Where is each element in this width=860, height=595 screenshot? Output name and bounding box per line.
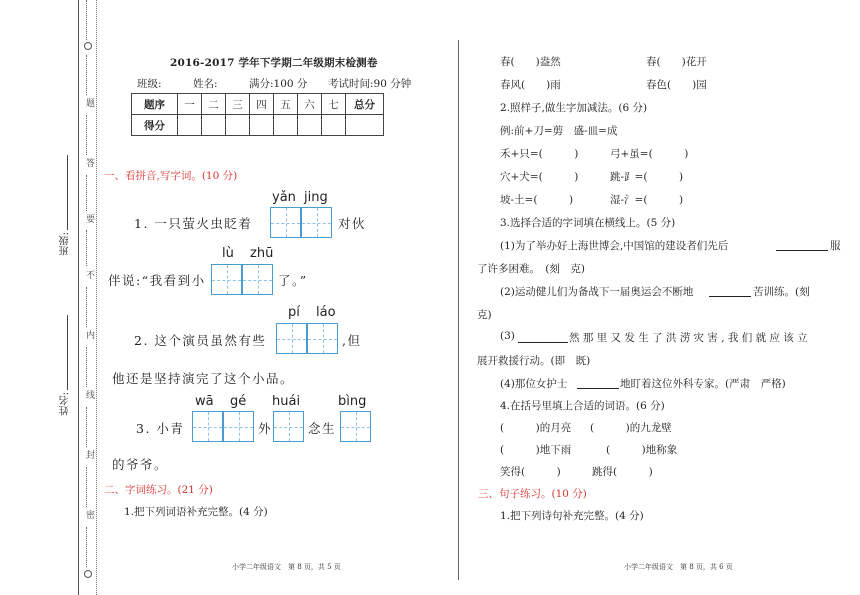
blank-line[interactable] <box>518 332 568 343</box>
writing-grid[interactable] <box>223 411 254 442</box>
exam-title: 2016-2017 学年下学期二年级期末检测卷 <box>170 57 378 69</box>
idiom-1[interactable]: 春( )盎然 <box>500 56 561 68</box>
q3-1-c: 了许多困难。 (刻 克) <box>477 263 585 275</box>
score-table-header-row <box>132 94 384 115</box>
binding-char: 线 <box>84 390 94 399</box>
binding-inner-line <box>96 0 97 595</box>
score-col: 五 <box>274 94 298 115</box>
fill-3[interactable]: ( )地下雨 <box>500 444 572 456</box>
name-label: 姓名: <box>60 392 71 416</box>
class-label: 班级: <box>60 232 71 256</box>
q3-4-b: 地盯着这位外科专家。(严肃 严格) <box>620 378 786 390</box>
score-cell[interactable] <box>202 115 226 136</box>
q3-title: 3.选择合适的字词填在横线上。(5 分) <box>500 217 676 229</box>
pinyin-yan: yǎn <box>272 190 296 205</box>
score-table <box>131 93 384 136</box>
q2-title: 2.照样子,做生字加减法。(6 分) <box>500 102 648 114</box>
score-cell[interactable] <box>274 115 298 136</box>
q3-line2: 的爷爷。 <box>112 457 169 472</box>
section2-title: 二、字词练习。(21 分) <box>104 484 213 496</box>
pinyin-lu: lù <box>222 246 234 261</box>
score-col: 二 <box>202 94 226 115</box>
binding-dots <box>86 347 87 387</box>
pinyin-pi: pí <box>288 305 300 320</box>
score-cell[interactable] <box>250 115 274 136</box>
q2-text-b: ,但 <box>342 333 362 348</box>
blank-line[interactable] <box>577 378 619 389</box>
pinyin-zhu: zhū <box>250 246 274 261</box>
writing-grid[interactable] <box>242 264 273 295</box>
section3-title: 三、句子练习。(10 分) <box>478 488 587 500</box>
binding-char: 答 <box>84 158 94 167</box>
q3-2-a: (2)运动健儿们为备战下一届奥运会不断地 <box>500 286 694 298</box>
fill-6[interactable]: 跳得( ) <box>592 466 653 478</box>
binding-dots <box>86 467 87 507</box>
binding-dots <box>86 287 87 327</box>
binding-dots <box>86 230 87 266</box>
score-col: 四 <box>250 94 274 115</box>
binding-hole <box>84 570 92 578</box>
blank-line[interactable] <box>709 286 751 297</box>
binding-char: 要 <box>84 214 94 223</box>
writing-grid[interactable] <box>270 207 301 238</box>
binding-char: 不 <box>84 270 94 279</box>
footer-right: 小学二年级语文 第 8 页，共 6 页 <box>624 563 733 571</box>
idiom-3[interactable]: 春风( )雨 <box>500 79 561 91</box>
binding-dots <box>86 527 87 567</box>
page-divider <box>458 40 459 580</box>
pinyin-huai: huái <box>272 394 301 409</box>
score-col: 六 <box>298 94 322 115</box>
class-field: 班级: <box>137 78 162 90</box>
s3-q1: 1.把下列诗句补充完整。(4 分) <box>500 510 644 522</box>
fill-5[interactable]: 笑得( ) <box>500 466 561 478</box>
q3-text-a: 3. 小青 <box>136 421 185 436</box>
q2-line2: 他还是坚持演完了这个小品。 <box>112 371 295 386</box>
full-score: 满分:100 分 <box>249 78 308 90</box>
writing-grid[interactable] <box>276 323 307 354</box>
pinyin-ge: gé <box>230 394 247 409</box>
calc-3[interactable]: 穴+犬=( ) <box>500 171 579 183</box>
pinyin-jing: jing <box>304 190 328 205</box>
binding-dots <box>86 115 87 155</box>
footer-left: 小学二年级语文 第 8 页，共 5 页 <box>232 563 341 571</box>
binding-hole <box>84 42 92 50</box>
binding-dots <box>86 175 87 211</box>
fill-1[interactable]: ( )的月亮 <box>500 422 572 434</box>
score-cell[interactable] <box>322 115 346 136</box>
q1-line2-a: 伴说:“我看到小 <box>108 273 206 288</box>
blank-line[interactable] <box>776 240 828 251</box>
fill-2[interactable]: ( )的九龙壁 <box>590 422 672 434</box>
calc-1[interactable]: 禾+只=( ) <box>500 148 579 160</box>
score-table-score-row <box>132 115 384 136</box>
binding-char: 题 <box>84 98 94 107</box>
score-col: 七 <box>322 94 346 115</box>
pinyin-lao: láo <box>316 305 336 320</box>
score-table-head: 题序 <box>132 94 178 115</box>
score-cell[interactable] <box>298 115 322 136</box>
q3-4-a: (4)那位女护士 <box>500 378 568 390</box>
binding-margin <box>0 0 100 595</box>
idiom-2[interactable]: 春( )花开 <box>646 56 707 68</box>
score-row-label: 得分 <box>132 115 178 136</box>
idiom-4[interactable]: 春色( )园 <box>646 79 707 91</box>
binding-dots <box>86 0 87 40</box>
writing-grid[interactable] <box>211 264 242 295</box>
writing-grid[interactable] <box>301 207 332 238</box>
binding-dots <box>86 55 87 95</box>
binding-char: 内 <box>84 330 94 339</box>
writing-grid[interactable] <box>273 411 304 442</box>
binding-char: 密 <box>84 510 94 519</box>
q3-3-c: 展开救援行动。(即 既) <box>477 355 591 367</box>
name-write-line[interactable] <box>67 315 68 390</box>
calc-6[interactable]: 湿-氵=( ) <box>610 194 684 206</box>
binding-char: 封 <box>84 450 94 459</box>
calc-4[interactable]: 跳-⻊=( ) <box>610 171 684 183</box>
name-field: 姓名: <box>193 78 218 90</box>
q3-text-b: 外 <box>258 421 273 436</box>
q3-1-b: 服 <box>830 240 841 252</box>
class-write-line[interactable] <box>67 155 68 230</box>
binding-dots <box>86 407 87 447</box>
writing-grid[interactable] <box>340 411 371 442</box>
calc-5[interactable]: 坡-土=( ) <box>500 194 574 206</box>
binding-outer-line <box>78 0 79 595</box>
q3-2-c: 克) <box>477 309 492 321</box>
q3-text-c: 念生 <box>308 421 337 436</box>
exam-time: 考试时间:90 分钟 <box>328 78 412 90</box>
q3-1-a: (1)为了举办好上海世博会,中国馆的建设者们先后 <box>500 240 729 252</box>
q2-example: 例:前+刀=剪 盛-皿=成 <box>500 125 618 137</box>
score-cell[interactable] <box>226 115 250 136</box>
score-total-head: 总分 <box>346 94 384 115</box>
pinyin-wa: wā <box>195 394 214 409</box>
q1-text-b: 对伙 <box>338 216 367 231</box>
q3-3-b: 然 那 里 又 发 生 了 洪 涝 灾 害 , 我 们 就 应 该 立 <box>569 332 808 344</box>
q2-text-a: 2. 这个演员虽然有些 <box>134 333 267 348</box>
fill-4[interactable]: ( )地称象 <box>606 444 678 456</box>
writing-grid[interactable] <box>307 323 338 354</box>
s2-q1: 1.把下列词语补充完整。(4 分) <box>124 506 268 518</box>
q3-3-a: (3) <box>500 330 515 342</box>
score-col: 三 <box>226 94 250 115</box>
score-col: 一 <box>178 94 202 115</box>
score-total-cell[interactable] <box>346 115 384 136</box>
section1-title: 一、看拼音,写字词。(10 分) <box>104 170 238 182</box>
writing-grid[interactable] <box>192 411 223 442</box>
calc-2[interactable]: 弓+虽=( ) <box>610 148 689 160</box>
score-cell[interactable] <box>178 115 202 136</box>
pinyin-bing: bìng <box>338 394 367 409</box>
q1-text-a: 1. 一只萤火虫眨着 <box>134 216 253 231</box>
q4-title: 4.在括号里填上合适的词语。(6 分) <box>500 400 665 412</box>
q3-2-b: 苦训练。(刻 <box>753 286 810 298</box>
q1-line2-b: 了。” <box>278 273 308 288</box>
